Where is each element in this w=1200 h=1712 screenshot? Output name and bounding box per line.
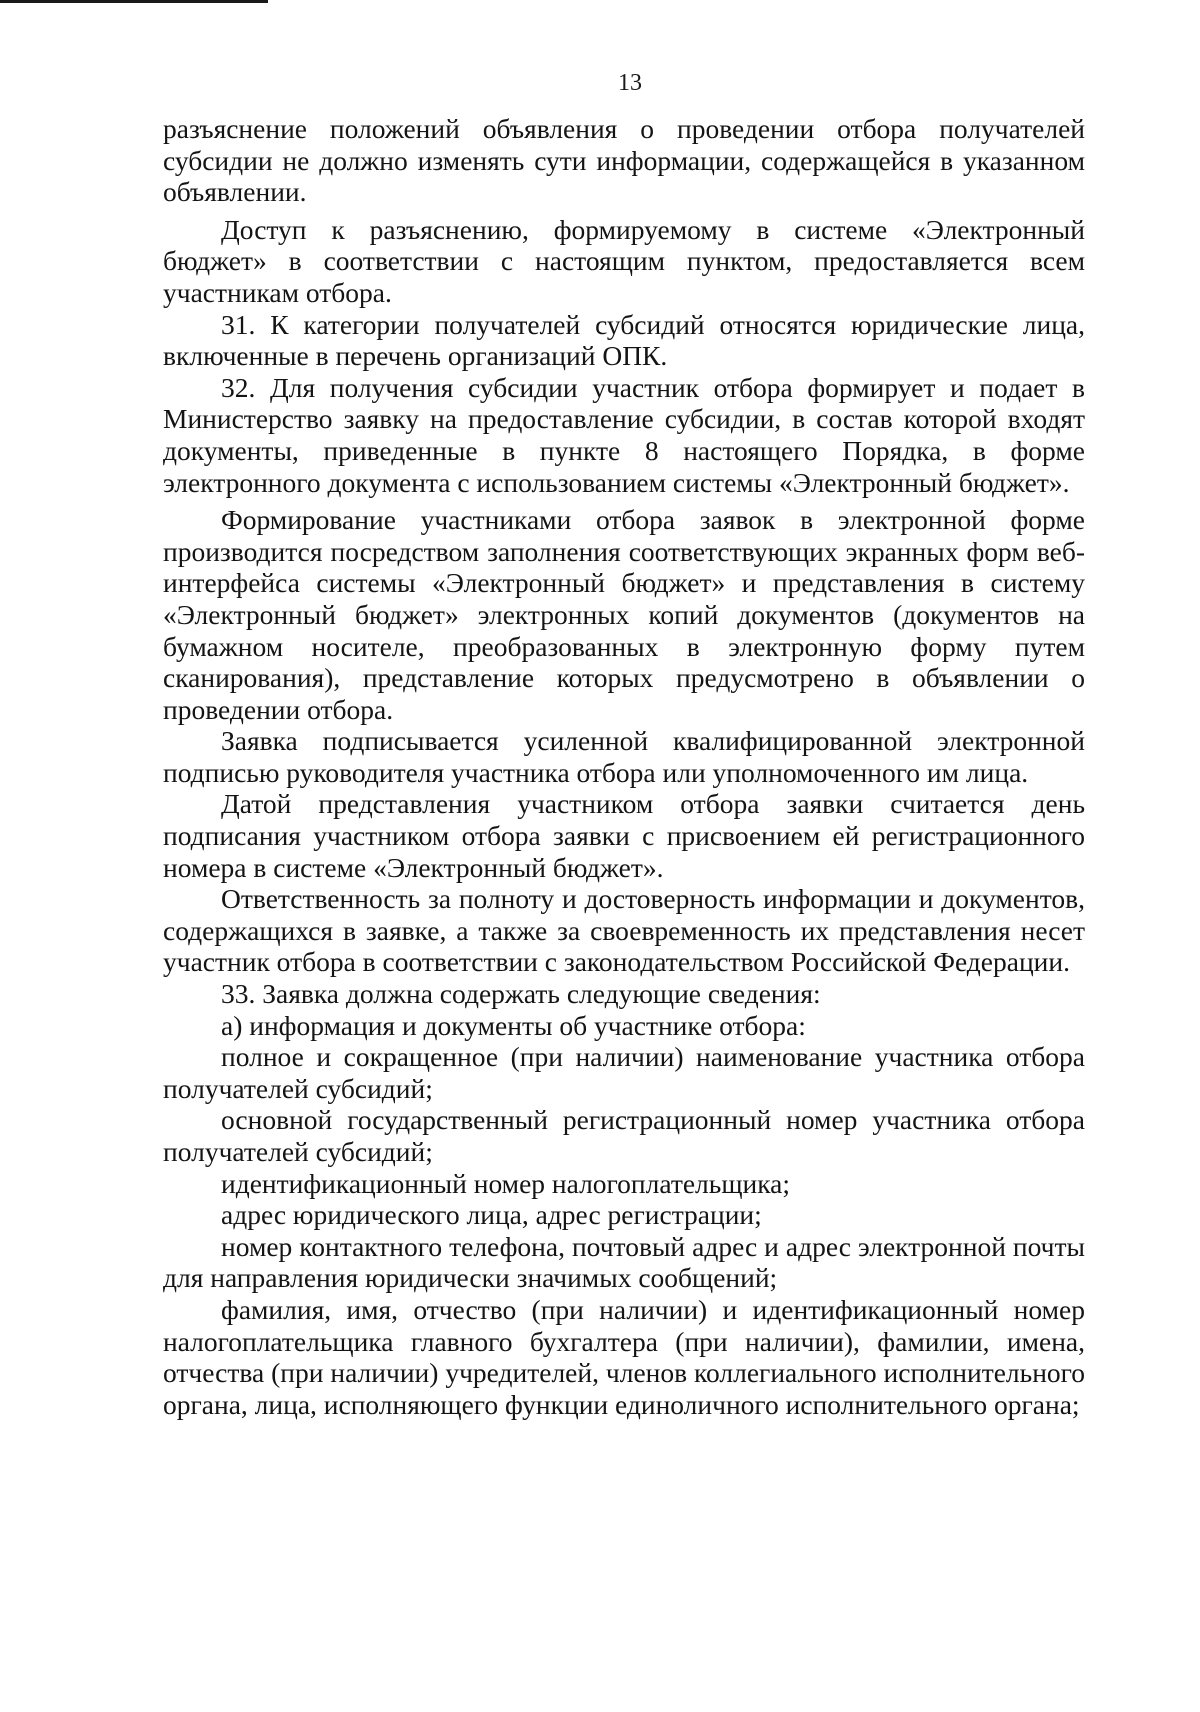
paragraph-item-33: 33. Заявка должна содержать следующие сведения: (221, 978, 821, 1010)
top-edge-rule (0, 0, 268, 3)
paragraph-inn: идентификационный номер налогоплательщика; (221, 1167, 791, 1199)
paragraph-full-name: полное и сокращенное (при наличии) наименование участника отбора получателей субсидий; (163, 1041, 1085, 1104)
paragraph-subitem-a: а) информация и документы об участнике отбора: (221, 1009, 806, 1041)
paragraph-item-31: 31. К категории получателей субсидий относятся юридические лица, включенные в перечень организаций ОПК. (163, 308, 1085, 372)
page-number: 13 (618, 70, 642, 96)
paragraph-responsibility: Ответственность за полноту и достоверность информации и документов, содержащихся в заявке, а также за своевременность их представления несет участник отбора в соответствии с законодательством Российской Федерации. (163, 883, 1085, 978)
paragraph-officials: фамилия, имя, отчество (при наличии) и идентификационный номер налогоплательщика главного бухгалтера (при наличии), фамилии, имена, отчества (при наличии) учредителей, членов коллегиального исполнительного органа, лица, исполняющего функции единоличного исполнительного органа; (163, 1293, 1085, 1420)
paragraph-submission-date: Датой представления участником отбора заявки считается день подписания участником отбора заявки с присвоением ей регистрационного номера в системе «Электронный бюджет». (163, 788, 1085, 883)
paragraph-continuation: разъяснение положений объявления о проведении отбора получателей субсидии не должно изменять сути информации, содержащейся в указанном объявлении. (163, 113, 1085, 208)
paragraph-address: адрес юридического лица, адрес регистрации; (221, 1199, 762, 1231)
paragraph-item-32: 32. Для получения субсидии участник отбора формирует и подает в Министерство заявку на предоставление субсидии, в состав которой входят документы, приведенные в пункте 8 настоящего Порядка, в форме электронного документа с использованием системы «Электронный бюджет». (163, 371, 1085, 498)
paragraph-ogrn: основной государственный регистрационный номер участника отбора получателей субсидий; (163, 1104, 1085, 1167)
paragraph-access-clarification: Доступ к разъяснению, формируемому в системе «Электронный бюджет» в соответствии с настоящим пунктом, предоставляется всем участникам отбора. (163, 213, 1085, 308)
paragraph-signature: Заявка подписывается усиленной квалифицированной электронной подписью руководителя участника отбора или уполномоченного им лица. (163, 725, 1085, 788)
document-body (163, 113, 1085, 1420)
paragraph-contacts: номер контактного телефона, почтовый адрес и адрес электронной почты для направления юридически значимых сообщений; (163, 1230, 1085, 1294)
paragraph-application-forming: Формирование участниками отбора заявок в электронной форме производится посредством заполнения соответствующих экранных форм веб-интерфейса системы «Электронный бюджет» и представления в систему «Электронный бюджет» электронных копий документов (документов на бумажном носителе, преобразованных в электронную форму путем сканирования), представление которых предусмотрено в объявлении о проведении отбора. (163, 504, 1085, 725)
